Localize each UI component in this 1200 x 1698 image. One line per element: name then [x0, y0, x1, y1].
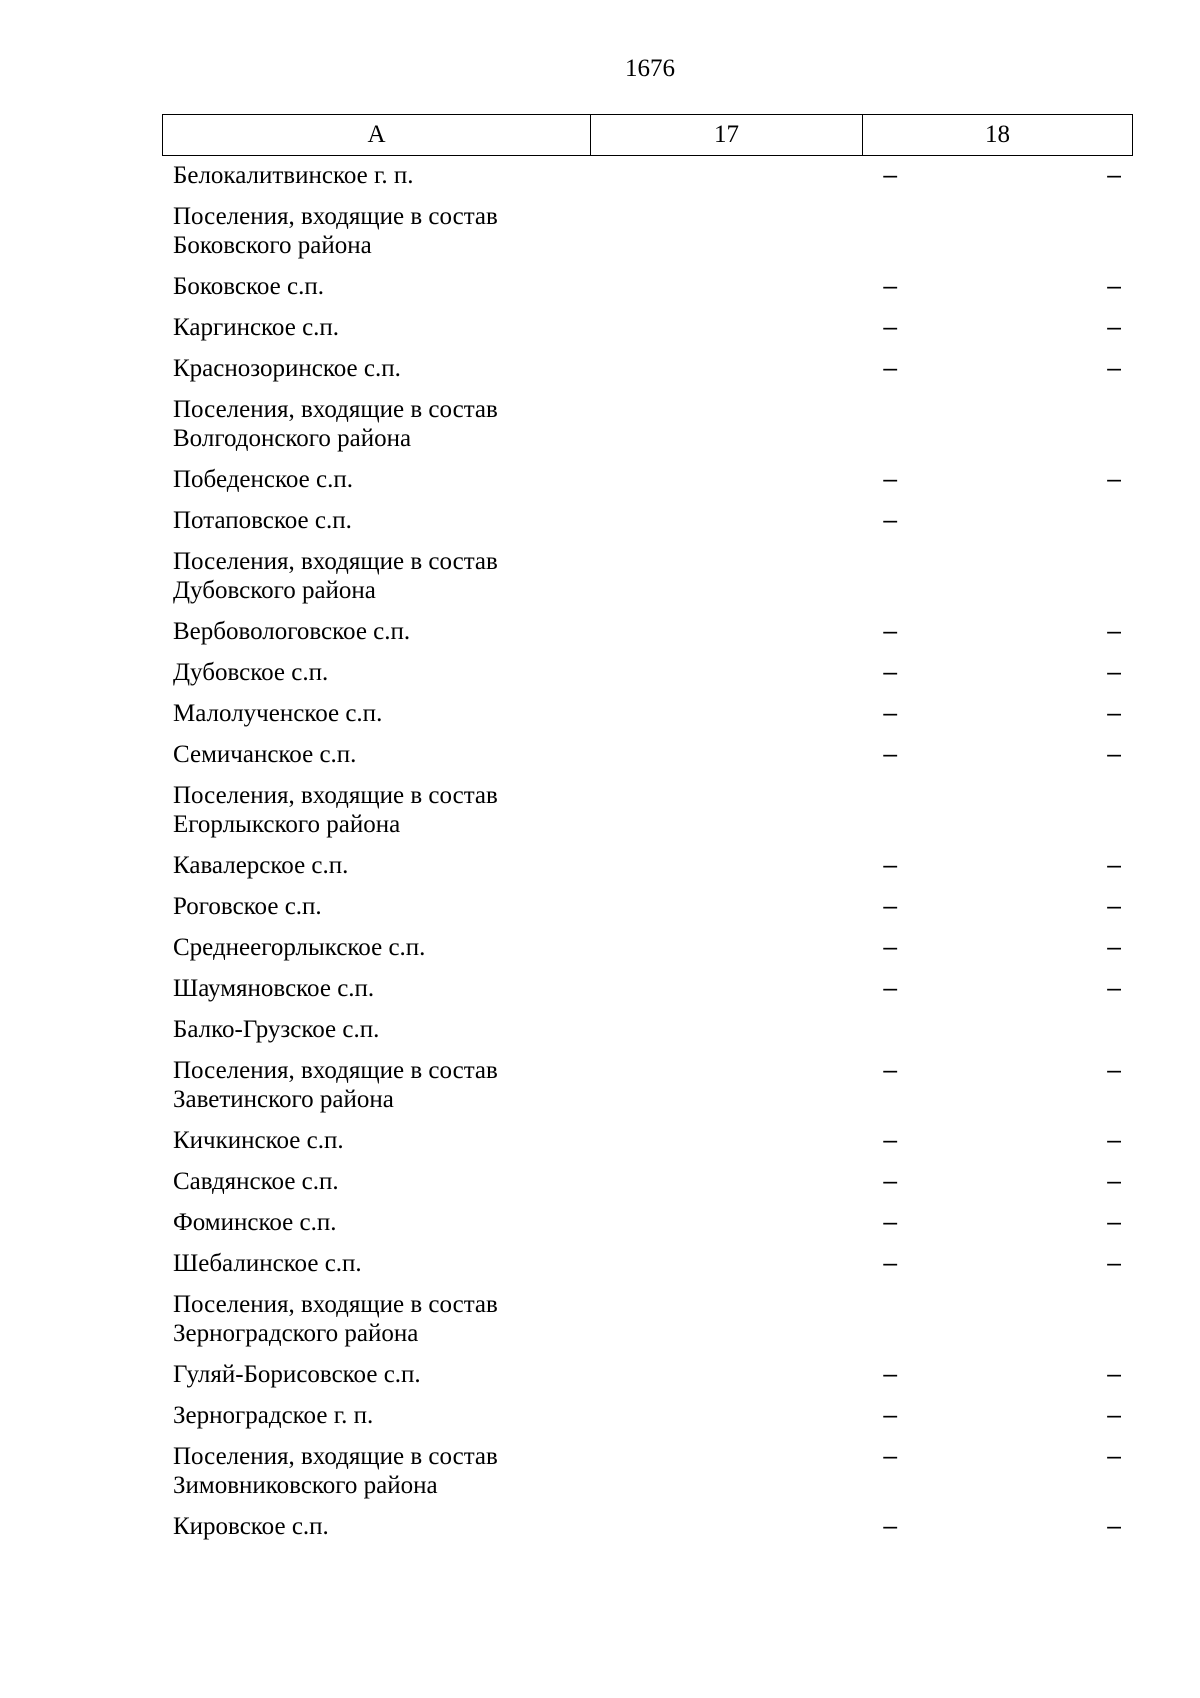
table-row: [162, 933, 1133, 962]
row-value-17: –: [883, 892, 898, 920]
row-value-18: –: [1107, 1249, 1121, 1277]
table-row: [162, 1056, 1133, 1114]
row-value-17: –: [883, 617, 898, 645]
row-value-17: –: [883, 506, 898, 534]
row-label: Поселения, входящие в состав Дубовского района: [173, 548, 498, 604]
row-value-17: –: [883, 851, 898, 879]
row-label: Семичанское с.п.: [173, 741, 357, 768]
table-row: [162, 1167, 1133, 1196]
row-label: Поселения, входящие в состав Заветинского района: [173, 1057, 498, 1113]
table-row: [162, 1290, 1133, 1348]
table-row: [162, 1360, 1133, 1389]
table-row: [162, 1126, 1133, 1155]
row-label: Савдянское с.п.: [173, 1168, 339, 1195]
row-label: Малолученское с.п.: [173, 700, 383, 727]
table-row: [162, 465, 1133, 494]
row-value-17: –: [883, 1442, 898, 1470]
row-value-18: –: [1107, 354, 1121, 382]
row-label: Поселения, входящие в состав Боковского района: [173, 203, 498, 259]
row-value-18: –: [1107, 933, 1121, 961]
row-value-17: –: [883, 272, 898, 300]
row-value-18: –: [1107, 974, 1121, 1002]
table-row: [162, 313, 1133, 342]
row-label: Кировское с.п.: [173, 1513, 329, 1540]
row-value-17: –: [883, 1360, 898, 1388]
row-value-18: –: [1107, 1512, 1121, 1540]
table-row: [162, 1249, 1133, 1278]
row-label: Среднеегорлыкское с.п.: [173, 934, 426, 961]
row-label: Кичкинское с.п.: [173, 1127, 344, 1154]
table-row: [162, 272, 1133, 301]
table-row: [162, 1015, 1133, 1044]
row-value-18: –: [1107, 161, 1121, 189]
table-row: [162, 851, 1133, 880]
table-row: [162, 1512, 1133, 1541]
row-value-18: –: [1107, 1401, 1121, 1429]
row-value-17: –: [883, 740, 898, 768]
row-value-17: –: [883, 354, 898, 382]
row-value-17: –: [883, 465, 898, 493]
table-body: [162, 161, 1133, 1553]
page-number-text: 1676: [625, 55, 675, 82]
row-label: Поселения, входящие в состав Зимовниковского района: [173, 1443, 498, 1499]
row-value-18: –: [1107, 892, 1121, 920]
row-label: Роговское с.п.: [173, 893, 322, 920]
row-value-18: –: [1107, 1126, 1121, 1154]
row-value-18: –: [1107, 851, 1121, 879]
row-label: Вербовологовское с.п.: [173, 618, 411, 645]
row-label: Боковское с.п.: [173, 273, 324, 300]
row-label: Шебалинское с.п.: [173, 1250, 362, 1277]
column-header-18: 18: [985, 121, 1010, 148]
row-value-18: –: [1107, 699, 1121, 727]
row-label: Каргинское с.п.: [173, 314, 340, 341]
row-value-17: –: [883, 1208, 898, 1236]
table-row: [162, 781, 1133, 839]
row-label: Поселения, входящие в состав Волгодонского района: [173, 396, 498, 452]
row-value-17: –: [883, 658, 898, 686]
table-header: [162, 114, 1133, 156]
table-row: [162, 617, 1133, 646]
row-value-17: –: [883, 1056, 898, 1084]
row-value-17: –: [883, 933, 898, 961]
row-value-18: –: [1107, 1360, 1121, 1388]
row-label: Фоминское с.п.: [173, 1209, 337, 1236]
row-value-17: –: [883, 1401, 898, 1429]
row-label: Белокалитвинское г. п.: [173, 162, 414, 189]
row-value-17: –: [883, 1512, 898, 1540]
table-row: [162, 699, 1133, 728]
row-label: Кавалерское с.п.: [173, 852, 349, 879]
row-label: Зерноградское г. п.: [173, 1402, 374, 1429]
row-label: Поселения, входящие в состав Егорлыкского района: [173, 782, 498, 838]
table-row: [162, 547, 1133, 605]
row-value-18: –: [1107, 465, 1121, 493]
row-value-17: –: [883, 1249, 898, 1277]
row-value-17: –: [883, 161, 898, 189]
row-label: Поселения, входящие в состав Зерноградского района: [173, 1291, 498, 1347]
row-value-17: –: [883, 699, 898, 727]
table-row: [162, 740, 1133, 769]
table-row: [162, 161, 1133, 190]
row-value-18: –: [1107, 272, 1121, 300]
row-value-17: –: [883, 974, 898, 1002]
table-row: [162, 892, 1133, 921]
row-value-18: –: [1107, 617, 1121, 645]
row-value-18: –: [1107, 658, 1121, 686]
row-value-18: –: [1107, 1208, 1121, 1236]
table-row: [162, 658, 1133, 687]
table-row: [162, 395, 1133, 453]
row-label: Победенское с.п.: [173, 466, 354, 493]
table-row: [162, 974, 1133, 1003]
row-label: Дубовское с.п.: [173, 659, 329, 686]
row-label: Краснозоринское с.п.: [173, 355, 401, 382]
row-value-18: –: [1107, 1167, 1121, 1195]
table-row: [162, 354, 1133, 383]
row-value-18: –: [1107, 1056, 1121, 1084]
row-value-18: –: [1107, 740, 1121, 768]
column-header-17: 17: [591, 115, 863, 155]
table-row: [162, 202, 1133, 260]
row-label: Шаумяновское с.п.: [173, 975, 375, 1002]
row-value-18: –: [1107, 1442, 1121, 1470]
row-value-17: –: [883, 313, 898, 341]
row-label: Балко-Грузское с.п.: [173, 1016, 380, 1043]
page-number: [0, 50, 1200, 88]
table-row: [162, 506, 1133, 535]
row-value-17: –: [883, 1167, 898, 1195]
table-row: [162, 1442, 1133, 1500]
row-value-17: –: [883, 1126, 898, 1154]
table-row: [162, 1208, 1133, 1237]
row-label: Гуляй-Борисовское с.п.: [173, 1361, 421, 1388]
table-row: [162, 1401, 1133, 1430]
row-label: Потаповское с.п.: [173, 507, 352, 534]
column-header-a: А: [163, 115, 591, 155]
row-value-18: –: [1107, 313, 1121, 341]
